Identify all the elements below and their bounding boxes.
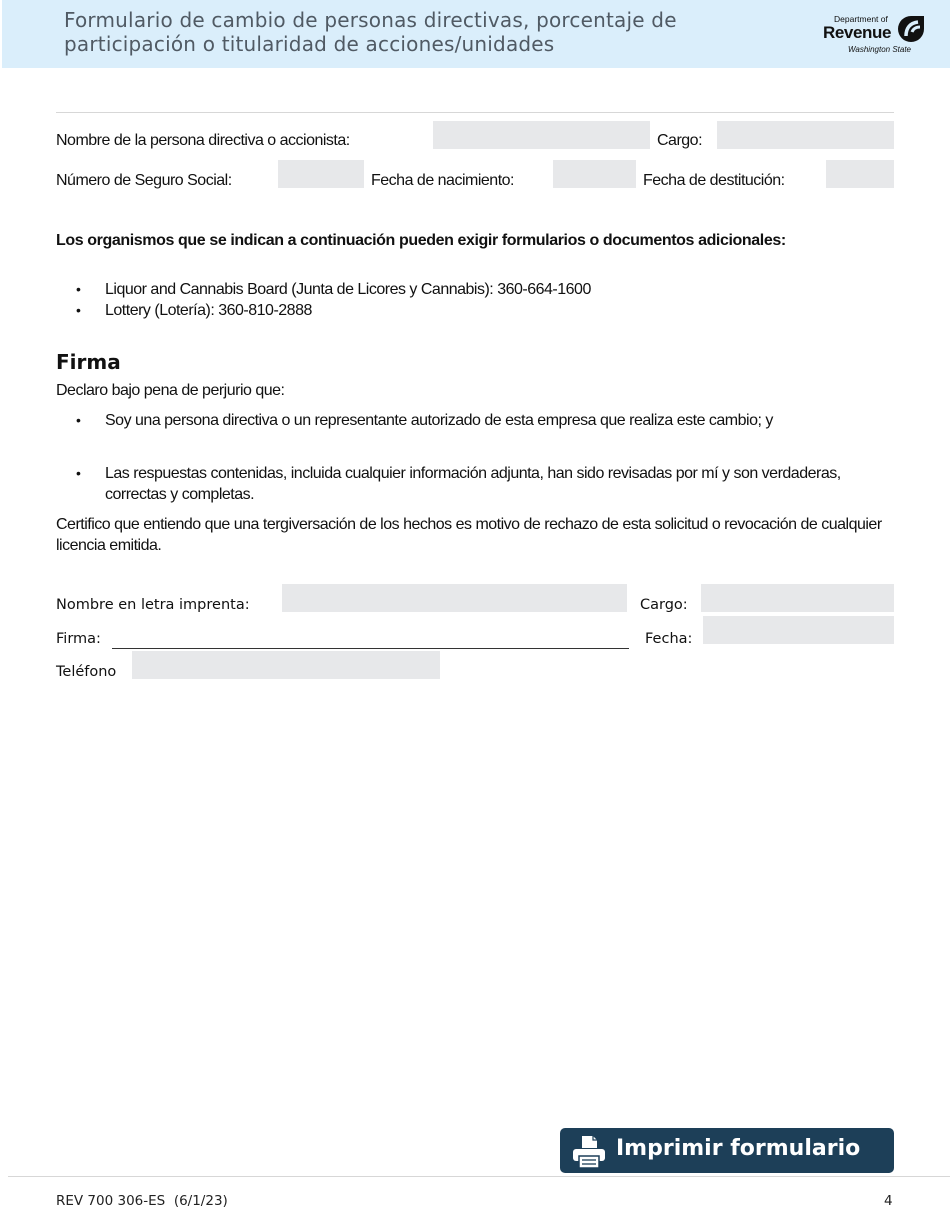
officer-title-label: Cargo: [657, 132, 703, 149]
ssn-label: Número de Seguro Social: [56, 172, 232, 189]
dob-field[interactable] [553, 160, 636, 188]
agency-item-lottery: Lottery (Lotería): 360-810-2888 [105, 302, 312, 319]
date-field[interactable] [703, 616, 894, 644]
date-label: Fecha: [645, 631, 693, 647]
declaration-intro: Declaro bajo pena de perjurio que: [56, 382, 285, 399]
footer-divider [8, 1176, 950, 1177]
logo-line-department: Department of [834, 14, 888, 24]
declaration-item-authorized: Soy una persona directiva o un representante autorizado de esta empresa que realiza este cambio; y [105, 412, 773, 429]
certification-text: Certifico que entiendo que una tergiversación de los hechos es motivo de rechazo de esta solicitud o revocación de cualquier licencia emitida. [56, 516, 882, 554]
phone-label: Teléfono [56, 664, 117, 680]
dor-logo [820, 14, 928, 58]
signature-heading: Firma [56, 350, 121, 374]
signature-label: Firma: [56, 631, 101, 647]
bullet-icon: • [76, 281, 81, 297]
print-name-field[interactable] [282, 584, 627, 612]
dob-label: Fecha de nacimiento: [371, 172, 514, 189]
bullet-icon: • [76, 412, 81, 428]
officer-name-field[interactable] [433, 121, 650, 149]
agencies-note: Los organismos que se indican a continuación pueden exigir formularios o documentos adicionales: [56, 232, 786, 249]
form-title: Formulario de cambio de personas directivas, porcentaje de participación o titularidad de acciones/unidades [64, 8, 677, 56]
bullet-icon: • [76, 302, 81, 318]
officer-name-label: Nombre de la persona directiva o accionista: [56, 132, 350, 149]
removal-date-field[interactable] [826, 160, 894, 188]
signer-title-field[interactable] [701, 584, 894, 612]
page-header [2, 0, 950, 68]
bullet-icon: • [76, 465, 81, 481]
page-number: 4 [884, 1193, 893, 1209]
phone-field[interactable] [132, 651, 440, 679]
print-form-label: Imprimir formulario [616, 1136, 861, 1161]
logo-line-state: Washington State [848, 45, 912, 54]
print-name-label: Nombre en letra imprenta: [56, 597, 250, 613]
signature-line[interactable] [112, 648, 629, 649]
signer-title-label: Cargo: [640, 597, 688, 613]
removal-date-label: Fecha de destitución: [643, 172, 785, 189]
agency-item-liquor: Liquor and Cannabis Board (Junta de Licores y Cannabis): 360-664-1600 [105, 281, 591, 298]
ssn-field[interactable] [278, 160, 364, 188]
section-divider [56, 112, 894, 113]
print-form-button[interactable] [560, 1128, 894, 1173]
printer-icon [570, 1134, 608, 1170]
logo-line-revenue: Revenue [823, 23, 892, 42]
officer-title-field[interactable] [717, 121, 894, 149]
dor-logo-icon [896, 14, 926, 44]
declaration-item-truthful: Las respuestas contenidas, incluida cualquier información adjunta, han sido revisadas por mí y son verdaderas, correctas y completas. [105, 465, 841, 503]
form-number: REV 700 306-ES (6/1/23) [56, 1193, 228, 1209]
